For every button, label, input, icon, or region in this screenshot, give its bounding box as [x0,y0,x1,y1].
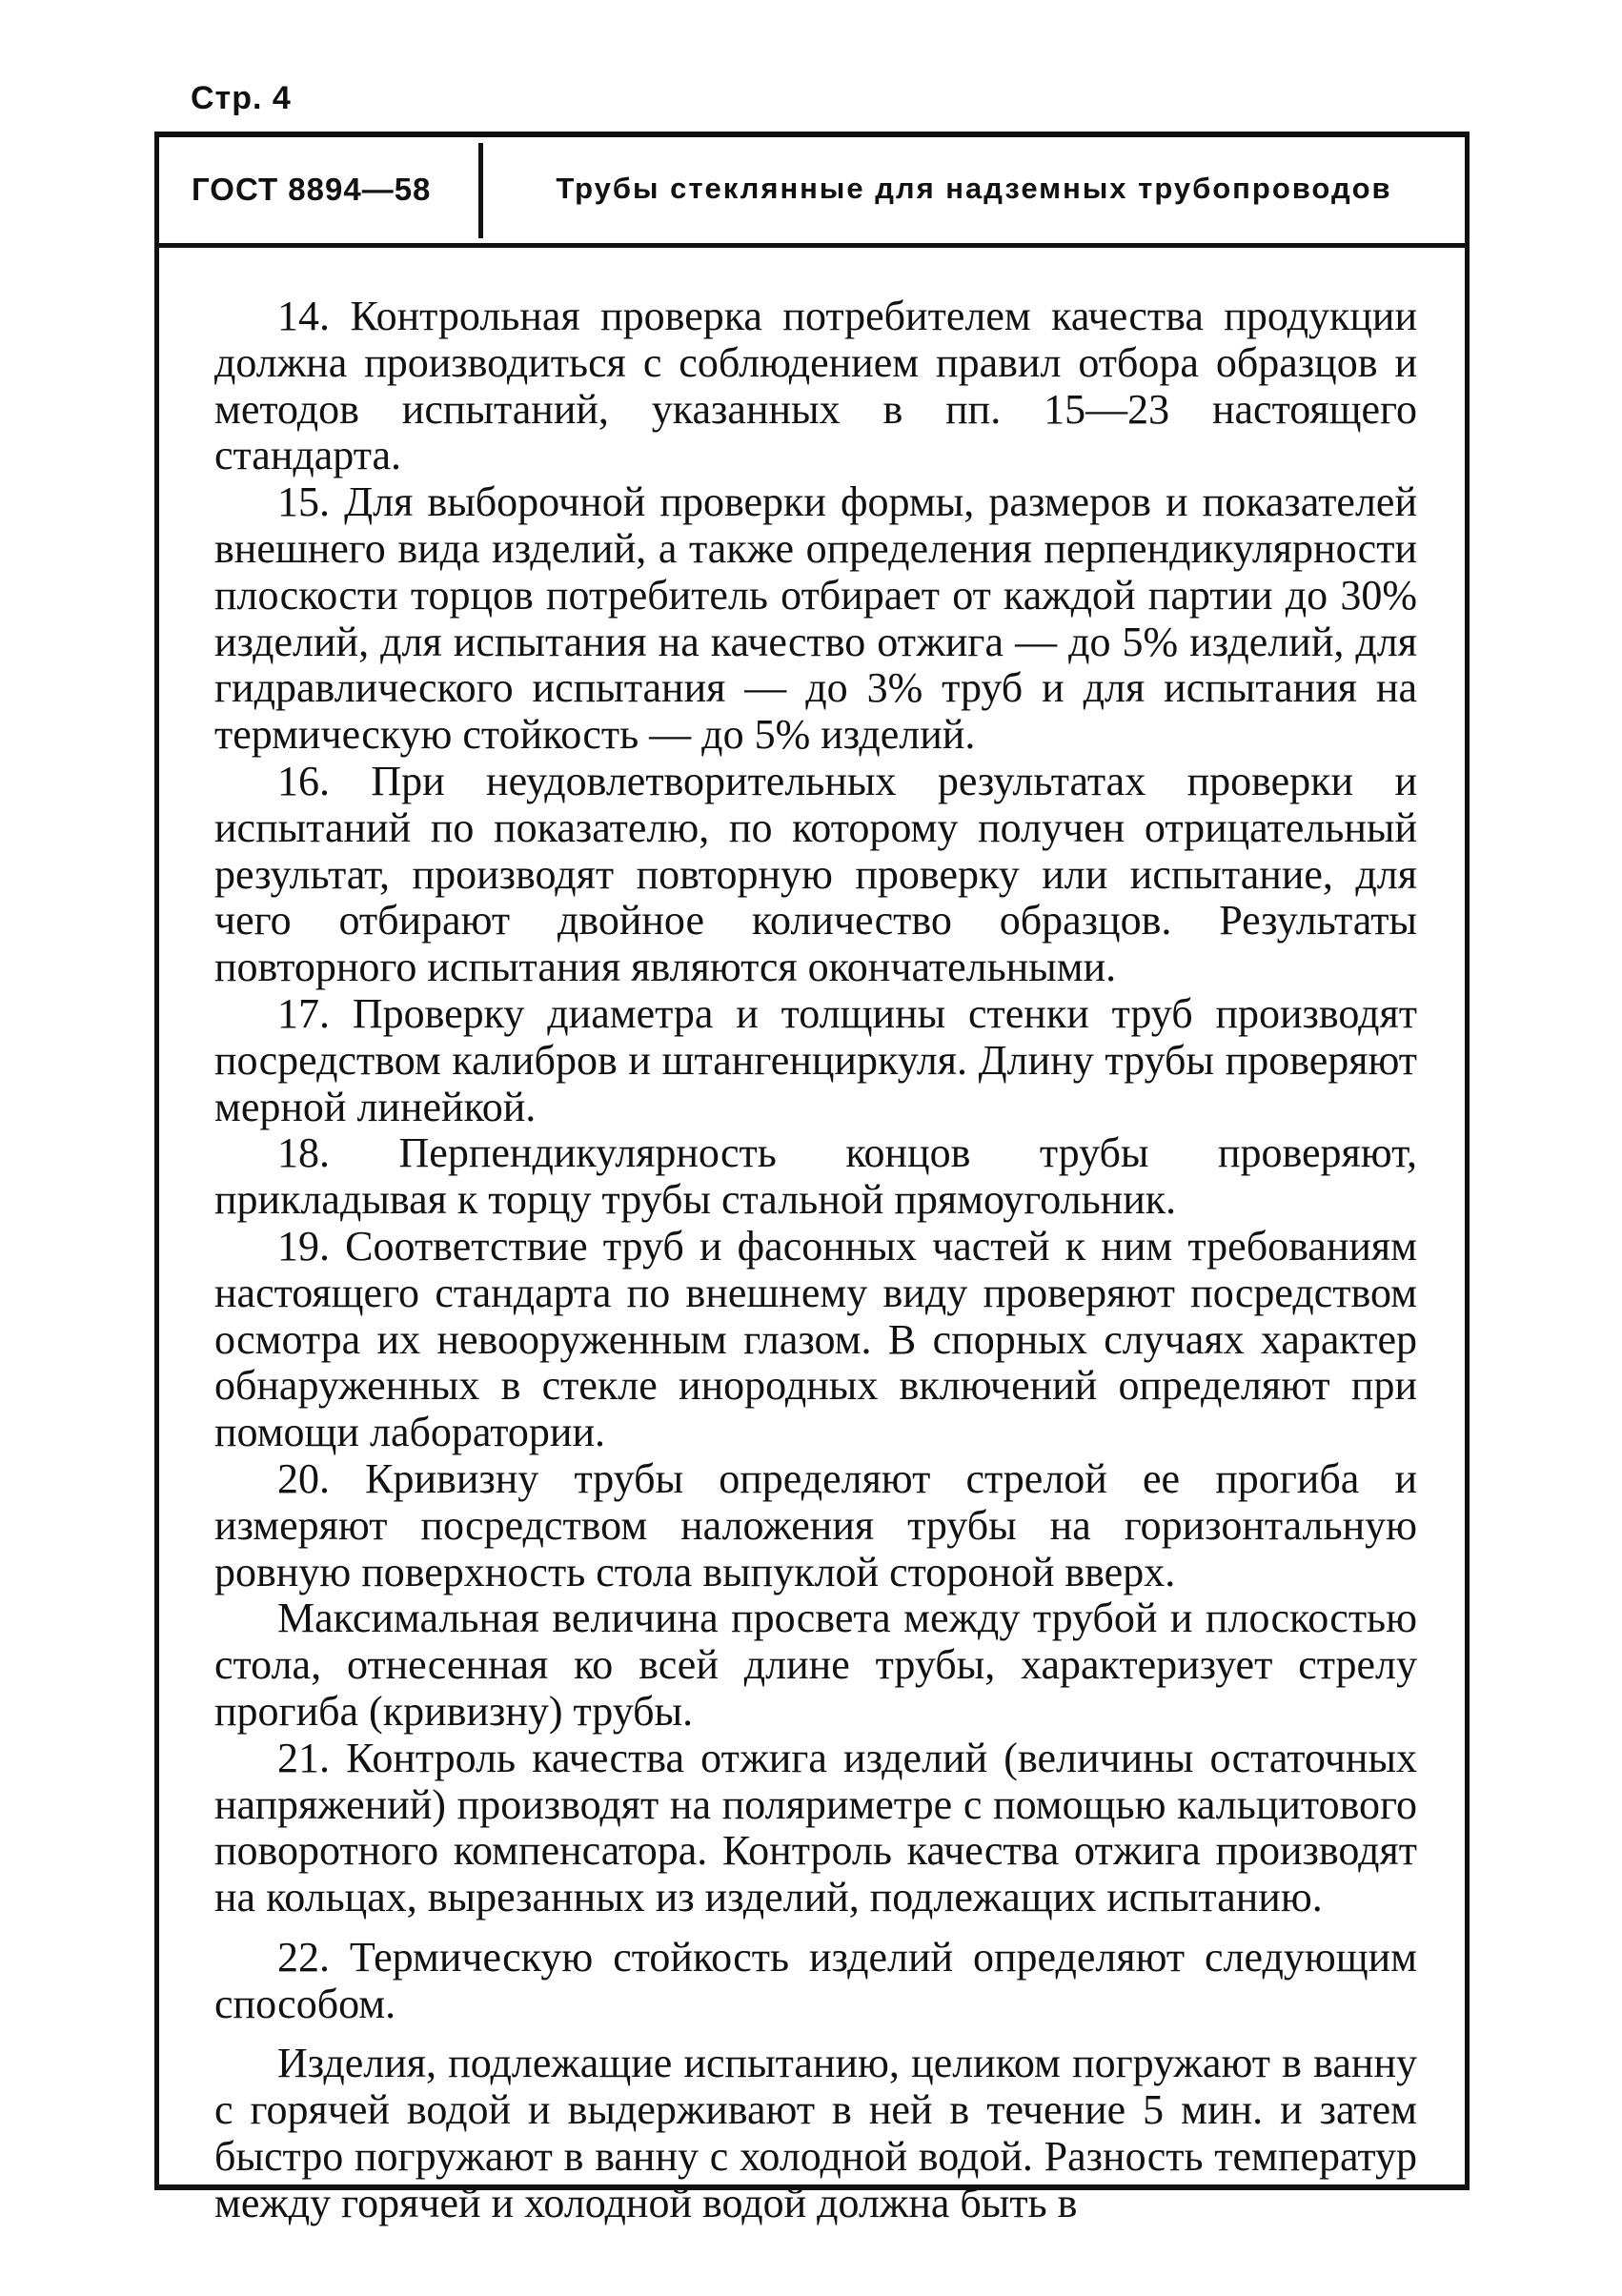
paragraph-22-continued: Изделия, подлежащие испытанию, целиком погружают в ванну с горячей водой и выдерживают в ней в течение 5 мин. и затем быстро погружают в ванну с холодной водой. Разность температур между горячей и холодной водой должна быть в [214,2040,1417,2226]
document-header [159,137,1465,248]
paragraph-21: 21. Контроль качества отжига изделий (величины остаточных напряжений) производят на поляриметре с помощью кальцитового поворотного компенсатора. Контроль качества отжига производят на кольцах, вырезанных из изделий, подлежащих испытанию. [214,1734,1417,1921]
paragraph-20-continued: Максимальная величина просвета между трубой и плоскостью стола, отнесенная ко всей длине трубы, характеризует стрелу прогиба (кривизну) трубы. [214,1595,1417,1735]
document-title: Трубы стеклянные для надземных трубопроводов [556,172,1392,205]
paragraph-16: 16. При неудовлетворительных результатах проверки и испытаний по показателю, по которому получен отрицательный результат, производят повторную проверку или испытание, для чего отбирают двойное количество образцов. Результаты повторного испытания являются окончательными. [214,757,1417,991]
paragraph-18: 18. Перпендикулярность концов трубы проверяют, прикладывая к торцу трубы стальной прямоугольник. [214,1129,1417,1224]
gost-code: ГОСТ 8894—58 [192,172,432,207]
paragraph-15: 15. Для выборочной проверки формы, размеров и показателей внешнего вида изделий, а также определения перпендикулярности плоскости торцов потребитель отбирает от каждой партии до 30% изделий, для испытания на качество отжига — до 5% изделий, для гидравлического испытания — до 3% труб и для испытания на термическую стойкость — до 5% изделий. [214,478,1417,759]
body-text [214,294,1417,2227]
paragraph-19: 19. Соответствие труб и фасонных частей к ним требованиям настоящего стандарта по внешнему виду проверяют посредством осмотра их невооруженным глазом. В спорных случаях характер обнаруженных в стекле инородных включений определяют при помощи лаборатории. [214,1222,1417,1456]
paragraph-14: 14. Контрольная проверка потребителем качества продукции должна производиться с соблюдением правил отбора образцов и методов испытаний, указанных в пп. 15—23 настоящего стандарта. [214,293,1417,479]
page-frame [154,132,1470,2226]
page-number: Стр. 4 [191,80,292,116]
paragraph-22: 22. Термическую стойкость изделий определяют следующим способом. [214,1933,1417,2027]
paragraph-17: 17. Проверку диаметра и толщины стенки труб производят посредством калибров и штангенциркуля. Длину трубы проверяют мерной линейкой. [214,989,1417,1130]
paragraph-20: 20. Кривизну трубы определяют стрелой ее прогиба и измеряют посредством наложения трубы на горизонтальную ровную поверхность стола выпуклой стороной вверх. [214,1454,1417,1595]
